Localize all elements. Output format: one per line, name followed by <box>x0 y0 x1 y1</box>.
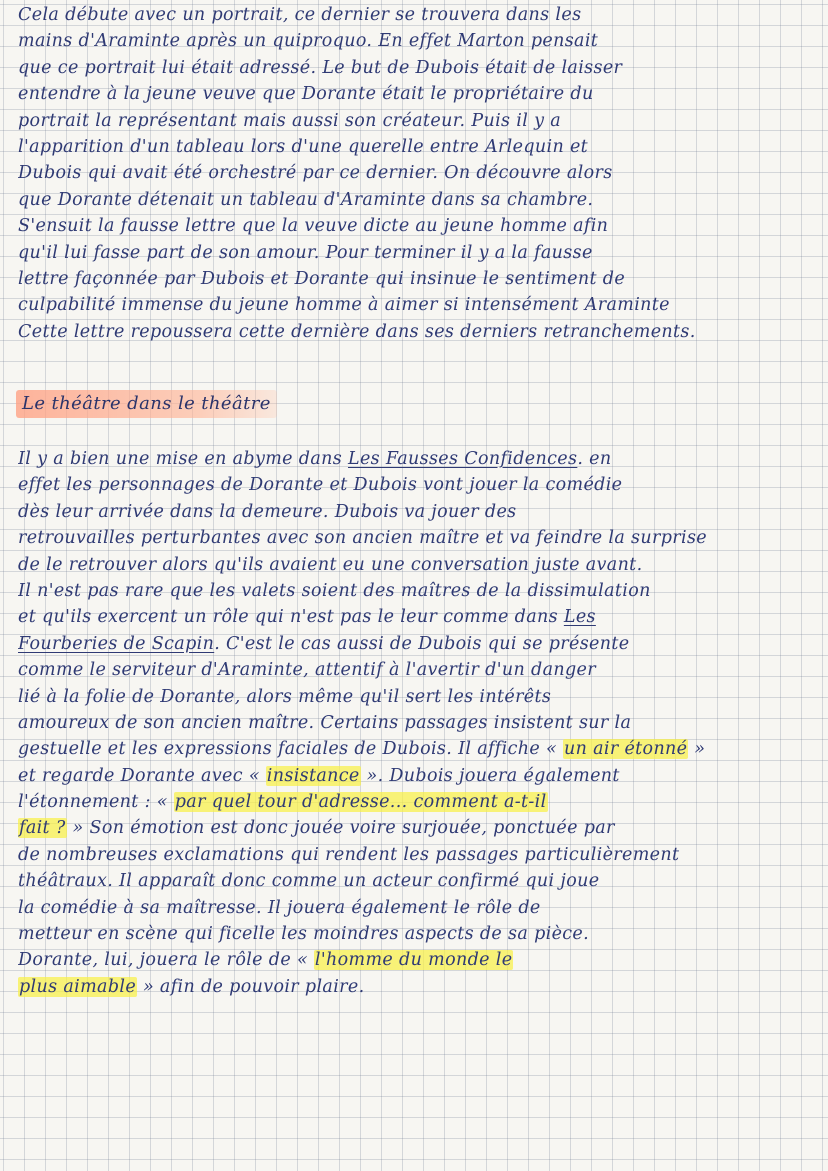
text-line: dès leur arrivée dans la demeure. Dubois va jouer des <box>18 501 517 522</box>
intro-paragraph <box>18 2 818 345</box>
text-line: qu'il lui fasse part de son amour. Pour terminer il y a la fausse <box>18 242 593 263</box>
text-line <box>18 947 818 973</box>
text-line: que ce portrait lui était adressé. Le but de Dubois était de laisser <box>18 57 623 78</box>
text-run: . C'est le cas aussi de Dubois qui se présente <box>214 633 630 654</box>
work-title-underlined: Les <box>563 607 596 628</box>
text-line <box>18 631 818 657</box>
text-run: et regarde Dorante avec « <box>18 765 266 786</box>
text-line <box>18 763 818 789</box>
text-line <box>18 974 818 1000</box>
text-line: effet les personnages de Dorante et Dubois vont jouer la comédie <box>18 475 623 496</box>
text-run: gestuelle et les expressions faciales de Dubois. Il affiche « <box>18 739 563 760</box>
text-run: » Son émotion est donc jouée voire surjouée, ponctuée par <box>66 818 615 839</box>
text-line: portrait la représentant mais aussi son créateur. Puis il y a <box>18 110 562 131</box>
text-line: lié à la folie de Dorante, alors même qu'il sert les intérêts <box>18 686 552 707</box>
highlighted-quote: par quel tour d'adresse... comment a-t-il <box>174 792 547 813</box>
text-line <box>18 789 818 815</box>
text-line: S'ensuit la fausse lettre que la veuve dicte au jeune homme afin <box>18 216 609 237</box>
text-line <box>18 604 818 630</box>
text-run: ». Dubois jouera également <box>360 765 620 786</box>
text-run: » afin de pouvoir plaire. <box>137 976 365 997</box>
work-title-underlined: Les Fausses Confidences <box>347 449 578 469</box>
text-line: amoureux de son ancien maître. Certains passages insistent sur la <box>18 712 632 733</box>
text-run: » <box>688 739 706 760</box>
text-run: Il y a bien une mise en abyme dans <box>18 449 348 469</box>
text-line: Il n'est pas rare que les valets soient des maîtres de la dissimulation <box>18 580 651 601</box>
text-line: Dubois qui avait été orchestré par ce dernier. On découvre alors <box>18 163 613 184</box>
text-line: comme le serviteur d'Araminte, attentif à l'avertir d'un danger <box>18 660 596 681</box>
text-line: Cette lettre repoussera cette dernière dans ses derniers retranchements. <box>18 321 696 342</box>
text-line: de le retrouver alors qu'ils avaient eu une conversation juste avant. <box>18 554 643 575</box>
highlighted-quote: un air étonné <box>563 739 688 760</box>
text-line: que Dorante détenait un tableau d'Araminte dans sa chambre. <box>18 189 594 210</box>
text-line: Cela débute avec un portrait, ce dernier se trouvera dans les <box>18 5 582 25</box>
text-line: mains d'Araminte après un quiproquo. En effet Marton pensait <box>18 31 599 52</box>
text-line: entendre à la jeune veuve que Dorante était le propriétaire du <box>18 84 594 105</box>
text-line: la comédie à sa maîtresse. Il jouera également le rôle de <box>18 897 541 918</box>
text-line: théâtraux. Il apparaît donc comme un acteur confirmé qui joue <box>18 871 600 892</box>
text-line <box>18 736 818 762</box>
highlighted-quote: insistance <box>266 765 360 786</box>
text-run: et qu'ils exercent un rôle qui n'est pas le leur comme dans <box>18 607 564 628</box>
text-run: . en <box>577 449 612 469</box>
text-line: retrouvailles perturbantes avec son ancien maître et va feindre la surprise <box>18 528 707 549</box>
text-line: l'apparition d'un tableau lors d'une querelle entre Arlequin et <box>18 136 589 157</box>
text-line: metteur en scène qui ficelle les moindres aspects de sa pièce. <box>18 924 590 945</box>
section-heading: Le théâtre dans le théâtre <box>16 390 277 418</box>
body-paragraph <box>18 446 818 1000</box>
text-run: l'étonnement : « <box>18 792 174 813</box>
text-run: Dorante, lui, jouera le rôle de « <box>18 950 314 971</box>
text-line: lettre façonnée par Dubois et Dorante qui insinue le sentiment de <box>18 268 626 289</box>
highlighted-quote: fait ? <box>19 818 66 839</box>
text-line: culpabilité immense du jeune homme à aimer si intensément Araminte <box>18 295 670 316</box>
highlighted-quote: plus aimable <box>19 976 137 997</box>
text-line <box>18 446 818 472</box>
text-line <box>18 815 818 841</box>
highlighted-quote: l'homme du monde le <box>314 950 513 971</box>
text-line: de nombreuses exclamations qui rendent les passages particulièrement <box>18 844 680 865</box>
work-title-underlined: Fourberies de Scapin <box>18 633 215 654</box>
